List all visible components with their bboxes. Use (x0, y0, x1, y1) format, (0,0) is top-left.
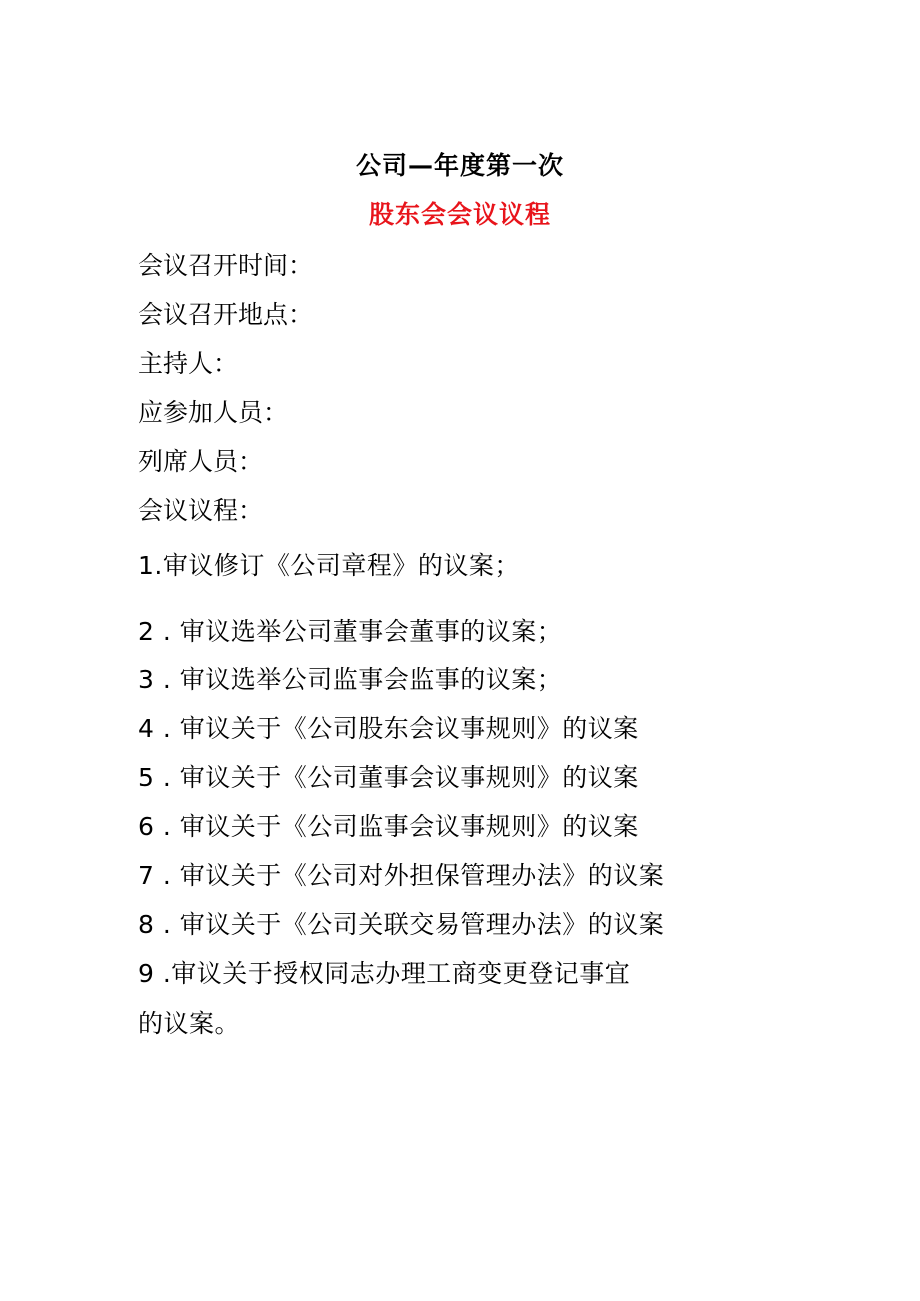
observers-label: 列席人员： (138, 447, 264, 476)
agenda-item-1: 1.审议修订《公司章程》的议案； (138, 551, 520, 580)
agenda-item-2: 2 . 审议选举公司董事会董事的议案； (138, 617, 563, 646)
agenda-item-3: 3 . 审议选举公司监事会监事的议案； (138, 665, 563, 694)
agenda-item-8: 8 . 审议关于《公司关联交易管理办法》的议案 (138, 910, 665, 939)
agenda-item-4: 4 . 审议关于《公司股东会议事规则》的议案 (138, 714, 639, 743)
attendees-label: 应参加人员： (138, 398, 289, 427)
agenda-item-6: 6 . 审议关于《公司监事会议事规则》的议案 (138, 812, 639, 841)
meeting-time-label: 会议召开时间： (138, 251, 314, 280)
document-title: 公司—年度第一次 (355, 151, 564, 180)
agenda-item-9: 9 .审议关于授权同志办理工商变更登记事宜 (138, 959, 631, 988)
meeting-location-label: 会议召开地点： (138, 300, 314, 329)
document-subtitle: 股东会会议议程 (368, 200, 551, 229)
agenda-label: 会议议程： (138, 496, 264, 525)
agenda-item-9-continuation: 的议案。 (138, 1009, 241, 1038)
agenda-item-7: 7 . 审议关于《公司对外担保管理办法》的议案 (138, 861, 665, 890)
agenda-item-5: 5 . 审议关于《公司董事会议事规则》的议案 (138, 763, 639, 792)
host-label: 主持人： (138, 349, 239, 378)
